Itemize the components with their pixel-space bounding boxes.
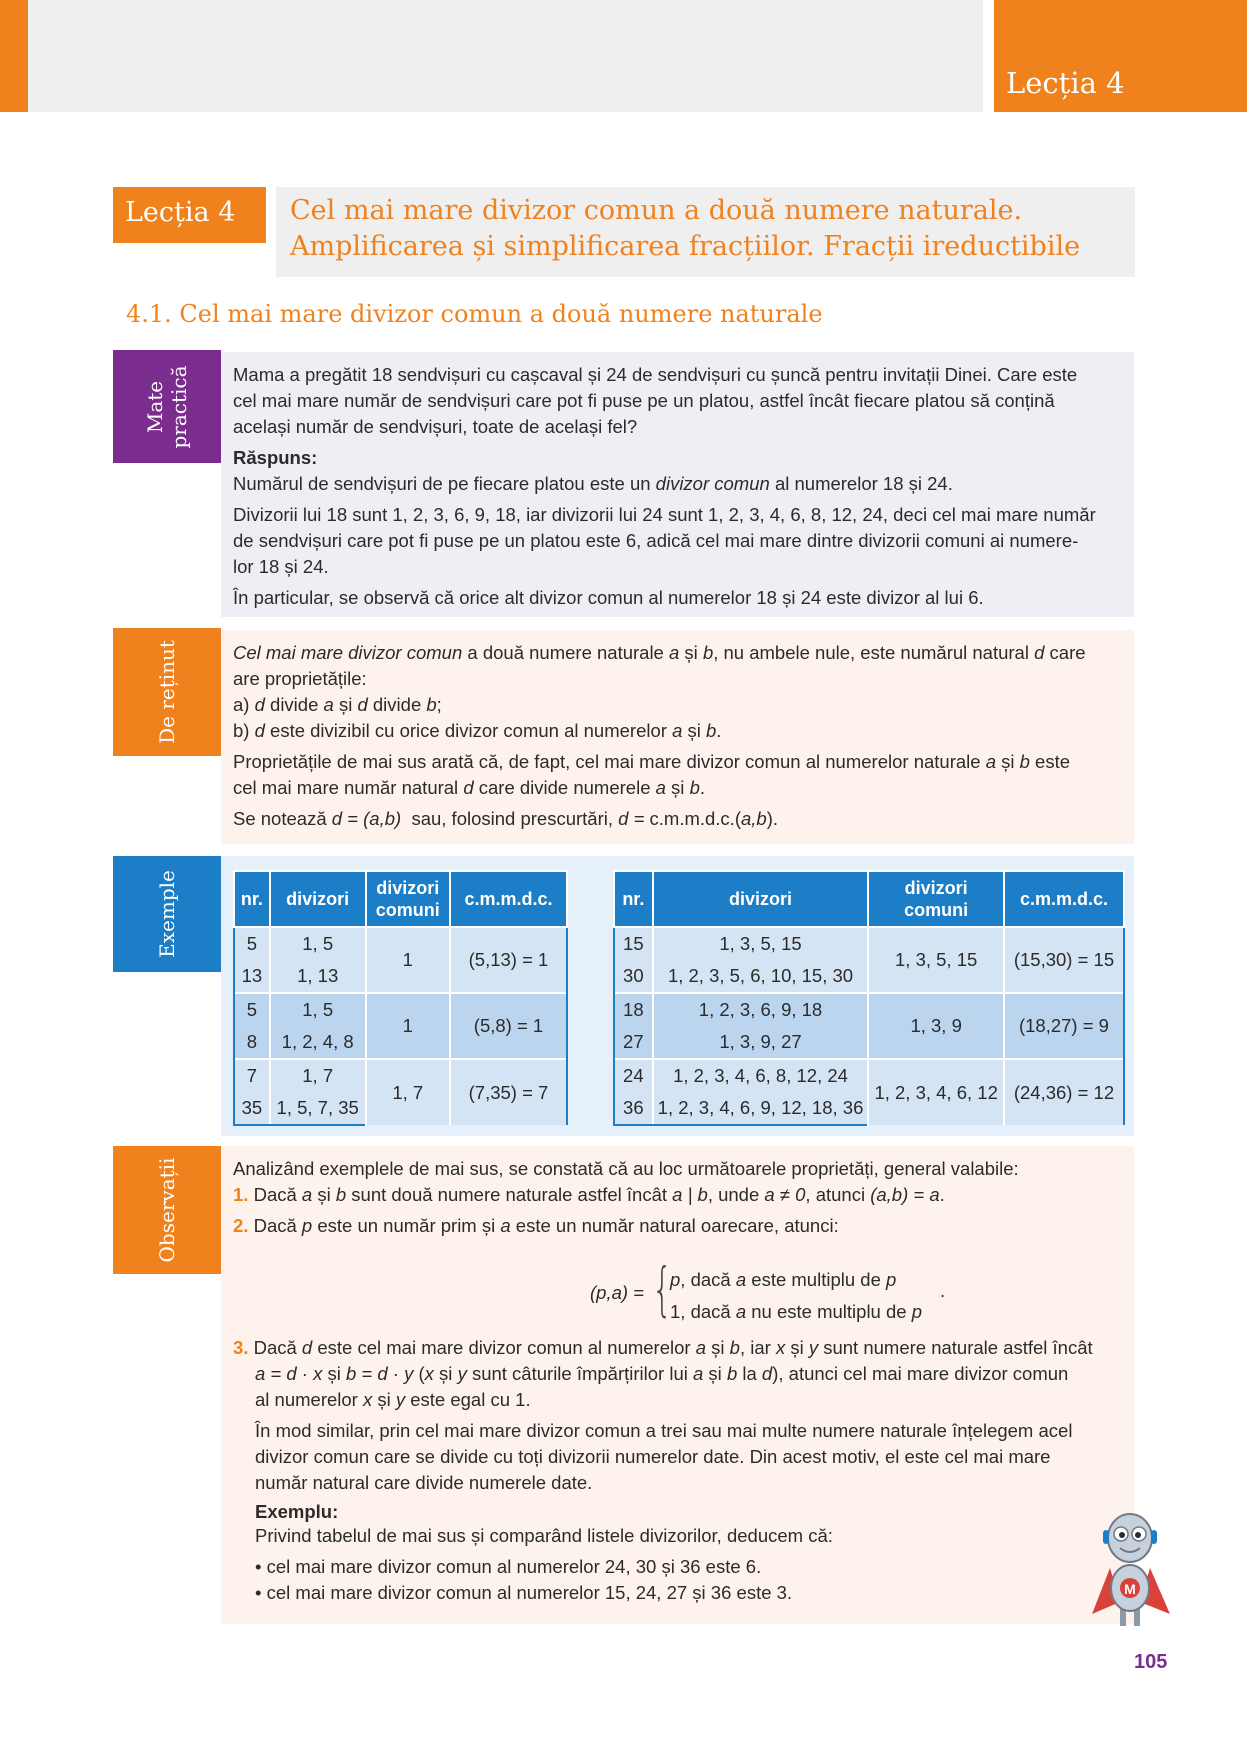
text-span: (15,30) = 15: [1004, 927, 1124, 993]
text-span: (5,13) = 1: [450, 927, 567, 993]
text-span: x: [775, 1337, 786, 1358]
text-span: 1, 2, 3, 5, 6, 10, 15, 30: [653, 960, 869, 993]
header-lesson-tab: [994, 0, 1247, 112]
text-span: și: [995, 751, 1020, 772]
text-span: Dacă: [248, 1337, 302, 1358]
text-span: 24: [614, 1059, 653, 1092]
text-span: a = d · x: [255, 1363, 323, 1384]
text-span: 3.: [233, 1337, 249, 1358]
text-span: (a,b) = a: [870, 1184, 940, 1205]
formula-lhs: (p,a) =: [590, 1282, 644, 1303]
text-span: 1, dacă: [670, 1301, 736, 1322]
text-span: a,b: [741, 808, 767, 829]
text-span: De reținut: [155, 640, 179, 744]
observatii-label: [113, 1146, 221, 1274]
de-retinut-panel: [221, 630, 1134, 844]
observatii-intro: Analizând exemplele de mai sus, se constată că au loc următoarele proprietăți, general valabile:: [233, 1158, 1019, 1179]
text-span: a: [655, 777, 666, 798]
text-span: b: [426, 694, 437, 715]
text-span: (: [413, 1363, 425, 1384]
problem-line: Mama a pregătit 18 sendvișuri cu cașcaval și 24 de sendvișuri cu șuncă pentru invitații Dinei. Care este: [233, 364, 1078, 385]
text-span: x: [424, 1363, 434, 1384]
answer-label: Răspuns:: [233, 447, 318, 468]
column-header: nr.: [614, 871, 653, 927]
text-span: p: [301, 1215, 313, 1236]
text-span: este egal cu 1.: [405, 1389, 531, 1410]
text-span: 18: [614, 993, 653, 1026]
text-span: 1: [366, 993, 450, 1059]
notation-line: [233, 806, 1122, 832]
text-span: 27: [614, 1026, 653, 1059]
answer-closing: În particular, se observă că orice alt divizor comun al numerelor 18 și 24 este divizor al lui 6.: [233, 587, 984, 608]
text-span: este un număr prim și: [312, 1215, 501, 1236]
text-span: d: [254, 694, 265, 715]
lesson-title-line1: Cel mai mare divizor comun a două numere naturale.: [290, 195, 1023, 226]
text-span: a | b: [672, 1184, 708, 1205]
mate-practica-label: [113, 350, 221, 463]
text-span: d: [463, 777, 474, 798]
text-span: 5: [234, 927, 270, 960]
text-span: b: [1019, 751, 1030, 772]
text-span: ), atunci cel mai mare divizor comun: [772, 1363, 1069, 1384]
text-span: b): [233, 720, 255, 741]
text-span: și: [372, 1389, 396, 1410]
text-span: 1, 3, 5, 15: [868, 927, 1004, 993]
text-span: 1, 5: [270, 993, 366, 1026]
exemple-label: [113, 856, 221, 972]
example-label: Exemplu:: [255, 1501, 339, 1522]
text-span: a: [985, 751, 996, 772]
text-span: b: [726, 1363, 738, 1384]
text-span: și: [665, 777, 690, 798]
text-span: este: [1029, 751, 1071, 772]
text-span: , unde: [707, 1184, 765, 1205]
text-span: 36: [614, 1092, 653, 1125]
text-span: d: [301, 1337, 313, 1358]
page-number: 105: [1134, 1651, 1168, 1673]
text-span: 1: [366, 927, 450, 993]
section-heading: 4.1. Cel mai mare divizor comun a două numere naturale: [126, 300, 823, 328]
text-span: x: [362, 1389, 373, 1410]
text-span: și: [679, 642, 703, 663]
text-span: b: [729, 1337, 740, 1358]
text-span: a): [233, 694, 255, 715]
text-span: divizori: [376, 878, 440, 898]
text-span: nu este multiplu de: [746, 1301, 912, 1322]
text-span: d: [1034, 642, 1045, 663]
column-header: [868, 871, 1004, 927]
text-span: 1, 3, 9, 27: [653, 1026, 869, 1059]
text-span: p: [670, 1269, 681, 1290]
text-span: 7: [234, 1059, 270, 1092]
text-span: la: [737, 1363, 762, 1384]
text-span: , iar: [739, 1337, 776, 1358]
text-span: și: [333, 694, 358, 715]
answer-line: lor 18 și 24.: [233, 556, 329, 577]
property-note: [233, 749, 1122, 775]
formula-case-2: [670, 1296, 922, 1328]
text-span: comuni: [904, 900, 969, 920]
text-span: 1, 2, 4, 8: [270, 1026, 366, 1059]
property-3-line: [233, 1361, 1122, 1387]
text-span: Observații: [155, 1157, 179, 1263]
text-span: sunt câturile împărțirilor lui: [466, 1363, 693, 1384]
text-span: și: [785, 1337, 809, 1358]
table-row: [234, 927, 567, 960]
observatii-panel: [221, 1146, 1134, 1624]
text-span: .: [716, 720, 722, 741]
text-span: 35: [234, 1092, 270, 1125]
answer-line: Divizorii lui 18 sunt 1, 2, 3, 6, 9, 18, iar divizorii lui 24 sunt 1, 2, 3, 4, 6, 8, 12, 24, deci cel mai mare număr: [233, 504, 1096, 525]
text-span: a: [695, 1337, 707, 1358]
text-span: Cel mai mare divizor comun: [233, 642, 463, 663]
text-span: a: [323, 694, 334, 715]
text-span: b = d · y: [346, 1363, 414, 1384]
table-row: [234, 1059, 567, 1092]
text-span: 1, 5: [270, 927, 366, 960]
text-span: a: [735, 1301, 747, 1322]
column-header: divizori: [270, 871, 366, 927]
similar-line: divizor comun care se divide cu toți divizorii numerelor date. Din acest motiv, el este cel mai mare: [255, 1446, 1051, 1467]
column-header: nr.: [234, 871, 270, 927]
text-span: 1, 3, 9: [868, 993, 1004, 1059]
similar-line: În mod similar, prin cel mai mare divizor comun a trei sau mai multe numere naturale înțelegem acel: [255, 1420, 1073, 1441]
text-span: 1, 2, 3, 4, 6, 8, 12, 24: [653, 1059, 869, 1092]
text-span: 30: [614, 960, 653, 993]
lesson-badge: Lecția 4: [113, 187, 266, 243]
text-span: este divizibil cu orice divizor comun al numerelor: [264, 720, 673, 741]
text-span: b: [706, 720, 717, 741]
text-span: și: [706, 1337, 730, 1358]
curly-brace-icon: {: [652, 1255, 673, 1323]
examples-table-1: [233, 870, 568, 1126]
mate-practica-panel: [221, 352, 1134, 617]
text-span: și: [322, 1363, 346, 1384]
text-span: sau, folosind prescurtări,: [411, 808, 619, 829]
property-2: [233, 1213, 1122, 1239]
text-span: divide: [264, 694, 324, 715]
text-span: 1, 2, 3, 6, 9, 18: [653, 993, 869, 1026]
text-span: a două numere naturale: [462, 642, 669, 663]
piecewise-formula: [590, 1255, 950, 1328]
formula-cases: [670, 1264, 922, 1328]
text-span: c.m.m.d.c.(: [649, 808, 741, 829]
lesson-title-box: [276, 187, 1135, 277]
text-span: a: [669, 642, 680, 663]
text-span: a: [301, 1184, 313, 1205]
text-span: al numerelor 18 și 24.: [769, 473, 953, 494]
text-span: Proprietățile de mai sus arată că, de fapt, cel mai mare divizor comun al numerelor naturale: [233, 751, 986, 772]
text-span: al numerelor: [255, 1389, 363, 1410]
text-span: a: [693, 1363, 704, 1384]
text-span: ).: [766, 808, 779, 829]
text-span: 1, 2, 3, 4, 6, 12: [868, 1059, 1004, 1125]
text-span: divizori: [904, 878, 968, 898]
property-1: [233, 1182, 1122, 1208]
property-b: [233, 718, 1122, 744]
text-span: d = (a,b): [331, 808, 402, 829]
text-span: 1, 3, 5, 15: [653, 927, 869, 960]
text-span: și: [703, 1363, 727, 1384]
text-span: d: [357, 694, 368, 715]
table-row: [614, 1059, 1124, 1092]
header-left-accent: [0, 0, 28, 112]
example-bullet: • cel mai mare divizor comun al numerelor 24, 30 și 36 este 6.: [255, 1556, 762, 1577]
problem-line: același număr de sendvișuri, toate de același fel?: [233, 416, 638, 437]
column-header: divizori: [653, 871, 869, 927]
text-span: y: [808, 1337, 819, 1358]
table-row: [614, 927, 1124, 960]
header-bar: [28, 0, 983, 112]
text-span: .: [939, 1184, 945, 1205]
text-span: 1, 2, 3, 4, 6, 9, 12, 18, 36: [653, 1092, 869, 1125]
text-span: 1, 7: [366, 1059, 450, 1125]
examples-table-2: [613, 870, 1125, 1126]
formula-period: .: [940, 1280, 946, 1301]
text-span: Exemple: [155, 870, 179, 958]
text-span: cel mai mare număr natural: [233, 777, 464, 798]
table-row: [614, 993, 1124, 1026]
text-span: sunt numere naturale astfel încât: [818, 1337, 1093, 1358]
definition-line: [233, 640, 1122, 666]
property-note: [233, 775, 1122, 801]
text-span: , dacă: [680, 1269, 736, 1290]
formula-case-1: [670, 1264, 922, 1296]
text-span: și: [682, 720, 706, 741]
text-span: a: [672, 720, 683, 741]
text-span: p: [911, 1301, 922, 1322]
text-span: .: [699, 777, 705, 798]
text-span: d =: [618, 808, 650, 829]
column-header: c.m.m.d.c.: [1004, 871, 1124, 927]
answer-line: de sendvișuri care pot fi puse pe un platou este 6, adică cel mai mare dintre divizorii comuni ai numere-: [233, 530, 1079, 551]
text-span: este cel mai mare divizor comun al numerelor: [312, 1337, 696, 1358]
text-span: a: [735, 1269, 747, 1290]
text-span: a: [500, 1215, 511, 1236]
text-span: , atunci: [805, 1184, 871, 1205]
text-span: 15: [614, 927, 653, 960]
definition-line: are proprietățile:: [233, 668, 367, 689]
text-span: care divide numerele: [473, 777, 656, 798]
text-span: (5,8) = 1: [450, 993, 567, 1059]
lesson-title-line2: Amplificarea și simplificarea fracțiilor. Fracții ireductibile: [290, 231, 1081, 262]
text-span: comuni: [375, 900, 440, 920]
text-span: Dacă: [248, 1184, 302, 1205]
table-row: [234, 993, 567, 1026]
column-header: [366, 871, 450, 927]
text-span: d: [761, 1363, 773, 1384]
text-span: Dacă: [248, 1215, 302, 1236]
text-span: 8: [234, 1026, 270, 1059]
text-span: b: [689, 777, 700, 798]
text-span: b: [702, 642, 714, 663]
text-span: y: [457, 1363, 467, 1384]
text-span: b: [335, 1184, 347, 1205]
text-span: , nu ambele nule, este numărul natural: [713, 642, 1035, 663]
mascot-letter: M: [1124, 1581, 1136, 1597]
text-span: a ≠ 0: [764, 1184, 806, 1205]
text-span: y: [395, 1389, 406, 1410]
text-span: 2.: [233, 1215, 249, 1236]
text-span: divizor comun: [655, 473, 770, 494]
mate-label-line1: Mate: [143, 380, 167, 433]
answer-line: [233, 471, 1122, 497]
column-header: c.m.m.d.c.: [450, 871, 567, 927]
text-span: d: [254, 720, 265, 741]
text-span: este multiplu de: [746, 1269, 886, 1290]
text-span: 1, 7: [270, 1059, 366, 1092]
text-span: p: [886, 1269, 897, 1290]
text-span: este un număr natural oarecare, atunci:: [510, 1215, 839, 1236]
text-span: 1, 5, 7, 35: [270, 1092, 366, 1125]
text-span: Se notează: [233, 808, 332, 829]
example-intro: Privind tabelul de mai sus și comparând listele divizorilor, deducem că:: [255, 1525, 833, 1546]
text-span: (24,36) = 12: [1004, 1059, 1124, 1125]
mate-label-line2: practică: [167, 364, 191, 449]
text-span: 1, 13: [270, 960, 366, 993]
text-span: 5: [234, 993, 270, 1026]
problem-line: cel mai mare număr de sendvișuri care pot fi puse pe un platou, astfel încât fiecare platou să conțină: [233, 390, 1055, 411]
example-bullet: • cel mai mare divizor comun al numerelor 15, 24, 27 și 36 este 3.: [255, 1582, 793, 1603]
property-3-line: [233, 1387, 1122, 1413]
property-a: [233, 692, 1122, 718]
text-span: și: [433, 1363, 458, 1384]
property-3: [233, 1335, 1122, 1361]
similar-line: număr natural care divide numerele date.: [255, 1472, 593, 1493]
text-span: (18,27) = 9: [1004, 993, 1124, 1059]
header-lesson-label: Lecția 4: [1006, 66, 1125, 100]
mascot-robot-icon: [1090, 1510, 1170, 1632]
text-span: (7,35) = 7: [450, 1059, 567, 1125]
text-span: 13: [234, 960, 270, 993]
text-span: care: [1044, 642, 1086, 663]
text-span: ;: [436, 694, 442, 715]
text-span: Numărul de sendvișuri de pe fiecare platou este un: [233, 473, 656, 494]
text-span: și: [312, 1184, 336, 1205]
text-span: 1.: [233, 1184, 249, 1205]
text-span: sunt două numere naturale astfel încât: [346, 1184, 673, 1205]
de-retinut-label: [113, 628, 221, 756]
text-span: divide: [367, 694, 427, 715]
